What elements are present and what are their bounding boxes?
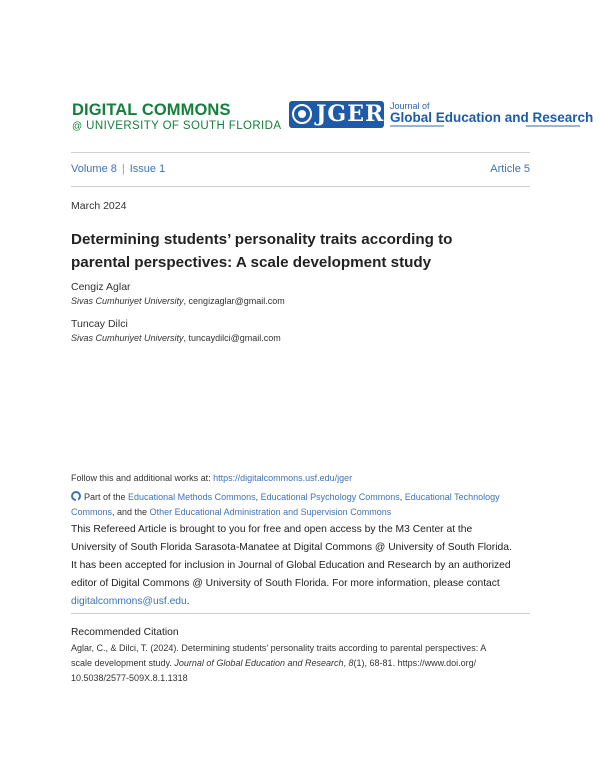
author-name: Tuncay Dilci (71, 318, 128, 330)
access-line: This Refereed Article is brought to you for free and open access by the M3 Center at the (71, 524, 473, 535)
digital-commons-logo[interactable] (72, 101, 282, 134)
citation-title-end: scale development study. (71, 658, 172, 668)
citation-doi: 10.5038/2577-509X.8.1.1318 (71, 673, 188, 683)
citation-heading: Recommended Citation (71, 627, 179, 638)
article-title: Determining students’ personality traits according to parental perspectives: A scale development study (71, 231, 453, 271)
access-line: It has been accepted for inclusion in Journal of Global Education and Research by an authorized (71, 560, 511, 571)
author-name: Cengiz Aglar (71, 281, 131, 293)
volume-link[interactable]: Volume 8 (71, 163, 117, 175)
discipline-link[interactable]: Other Educational Administration and Supervision Commons (149, 507, 392, 517)
part-of-prefix: Part of the (84, 492, 126, 502)
journal-name: Global Education and Research (390, 110, 594, 125)
globe-icon (292, 104, 312, 124)
author-email: tuncaydilci@gmail.com (188, 333, 281, 343)
part-of-disciplines: Part of the Educational Methods Commons, Educational Psychology Commons, Educational Technology Commons, and the Other Educational Administration and Supervision Commons (71, 492, 500, 517)
usf-wordmark (72, 119, 282, 134)
tagline-bars (390, 125, 580, 128)
citation-line: scale development study. Journal of Global Education and Research, 8(1), 68-81. https://www.doi.org/ (71, 658, 477, 668)
contact-email-link[interactable]: digitalcommons@usf.edu (71, 596, 187, 607)
citation-pages: (1), 68-81. https://www.doi.org/ (353, 658, 477, 668)
jger-badge-text: JGER (316, 101, 385, 127)
citation-volume: 8 (348, 658, 354, 668)
author-email: cengizaglar@gmail.com (188, 296, 285, 306)
divider-top (71, 152, 530, 153)
citation-journal: Journal of Global Education and Research (174, 658, 344, 668)
affiliation-name: Sivas Cumhuriyet University (71, 333, 184, 343)
follow-text: Follow this and additional works at: (71, 473, 211, 483)
journal-of-label: Journal of (390, 101, 430, 111)
digital-commons-wordmark: DIGITAL COMMONS (72, 101, 231, 119)
follow-line (71, 473, 352, 483)
divider-citation (71, 613, 530, 614)
follow-url-link[interactable]: https://digitalcommons.usf.edu/jger (213, 473, 353, 483)
access-line: editor of Digital Commons @ University of South Florida. For more information, please contact (71, 578, 500, 589)
citation-line: Aglar, C., & Dilci, T. (2024). Determining students’ personality traits according to parental perspectives: A (71, 643, 487, 653)
issue-link[interactable]: Issue 1 (129, 163, 166, 175)
article-link[interactable]: Article 5 (490, 163, 530, 175)
publication-date: March 2024 (71, 200, 127, 212)
discipline-link[interactable]: Educational Technology Commons (71, 492, 500, 517)
discipline-link[interactable]: Educational Psychology Commons (260, 492, 400, 502)
network-icon (71, 491, 81, 501)
author-affiliation: Sivas Cumhuriyet University, cengizaglar@gmail.com (71, 296, 285, 306)
discipline-link[interactable]: Educational Methods Commons (128, 492, 256, 502)
affiliation-name: Sivas Cumhuriyet University (71, 296, 184, 306)
jger-logo[interactable] (289, 101, 594, 129)
access-line: University of South Florida Sarasota-Manatee at Digital Commons @ University of South Florida. (71, 542, 512, 553)
usf-name: UNIVERSITY OF SOUTH FLORIDA (86, 120, 282, 132)
jger-badge (289, 101, 384, 128)
separator: | (121, 163, 125, 175)
volume-issue (71, 163, 165, 175)
divider-bottom (71, 186, 530, 187)
author-affiliation: Sivas Cumhuriyet University, tuncaydilci@gmail.com (71, 333, 281, 343)
and-text: and the (117, 507, 148, 517)
at-sign: @ (72, 121, 83, 132)
citation-text (71, 641, 526, 686)
access-statement: This Refereed Article is brought to you for free and open access by the M3 Center at the University of South Florida Sarasota-Manatee at Digital Commons @ University of South Florida. It has been accepted for inclusion in Journal of Global Education and Research by an authorized editor of Digital Commons @ University of South Florida. For more information, please contact digitalcommons@usf.edu. (71, 521, 531, 611)
